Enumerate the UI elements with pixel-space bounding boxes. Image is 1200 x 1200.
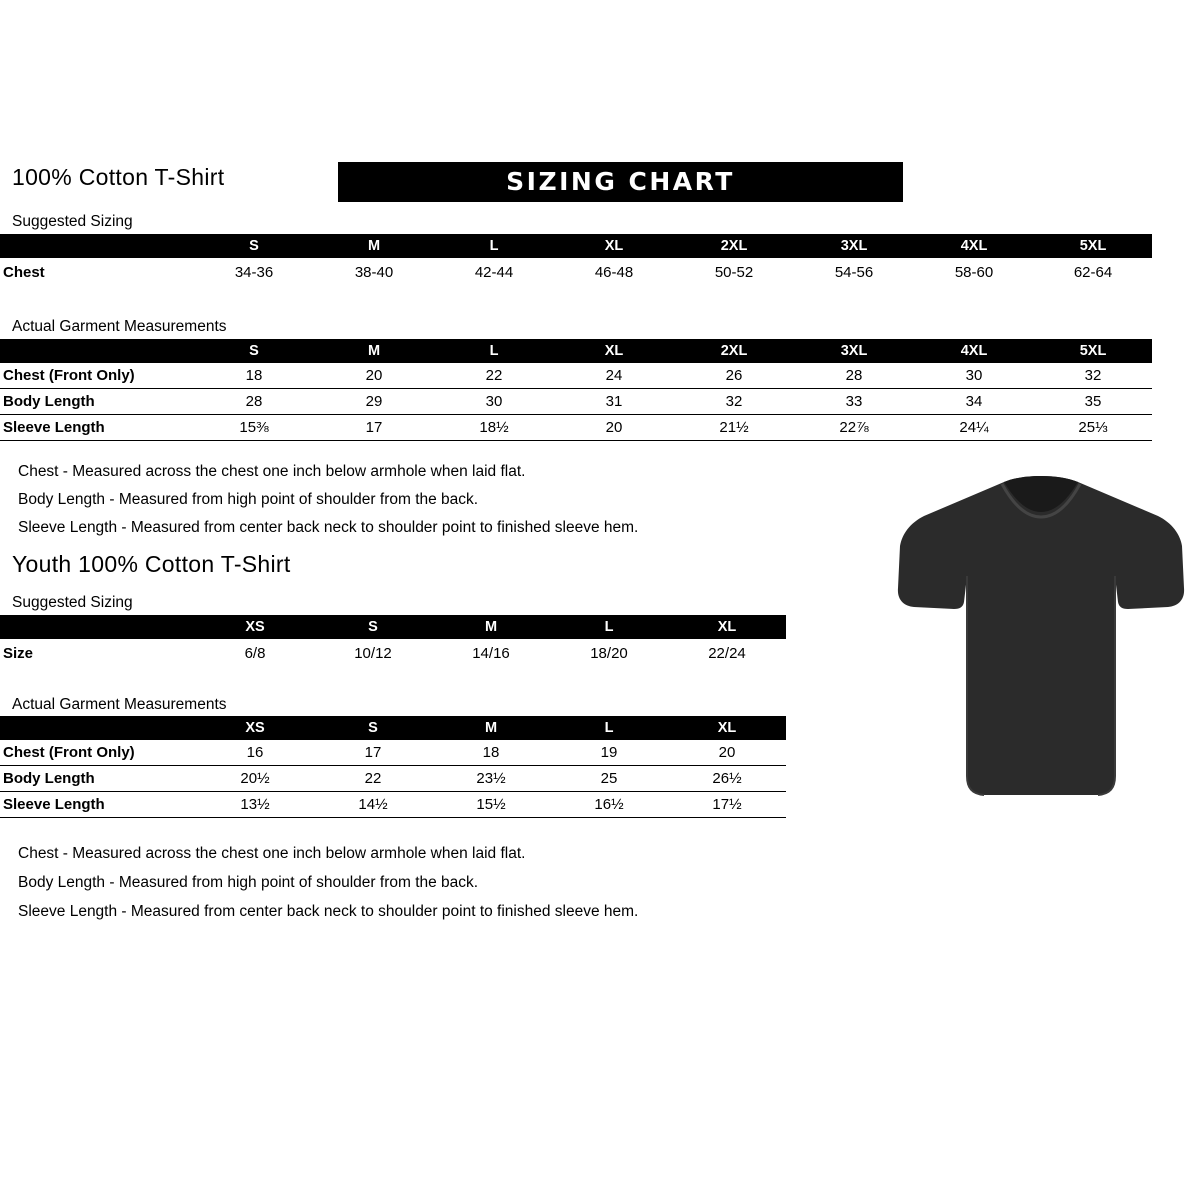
col-header-l: L [604, 720, 614, 736]
cell-chest-5xl: 62-64 [1073, 263, 1113, 281]
sizing-chart-banner [338, 162, 903, 202]
cell-chest-l: 42-44 [474, 263, 514, 281]
cell-bodylength-s: 22 [314, 766, 432, 792]
col-header-5xl: 5XL [1079, 238, 1107, 254]
col-header-l: L [489, 238, 499, 254]
youth-suggested-table [0, 615, 786, 667]
col-header-m: M [367, 343, 381, 359]
row-label-sleeve-length: Sleeve Length [0, 792, 196, 818]
cell-sleevelength-s: 15⅜ [194, 415, 314, 441]
table-header-row [0, 339, 1152, 363]
table-row [0, 389, 1152, 415]
cell-chestfront-xl: 20 [668, 740, 786, 766]
table-row [0, 258, 1152, 286]
cell-sleevelength-4xl: 24¼ [914, 415, 1034, 441]
cell-chest-xl: 46-48 [594, 263, 634, 281]
cell-chestfront-3xl: 28 [794, 363, 914, 389]
cell-sleevelength-m: 17 [314, 415, 434, 441]
cell-chestfront-5xl: 32 [1034, 363, 1152, 389]
cell-chestfront-l: 19 [550, 740, 668, 766]
cell-chest-3xl: 54-56 [834, 263, 874, 281]
cell-sleevelength-5xl: 25⅓ [1034, 415, 1152, 441]
cell-sleevelength-m: 15½ [432, 792, 550, 818]
adult-suggested-table [0, 234, 1152, 286]
cell-bodylength-3xl: 33 [794, 389, 914, 415]
cell-size-xs: 6/8 [244, 644, 266, 662]
table-row [0, 415, 1152, 441]
youth-note-chest: Chest - Measured across the chest one inch below armhole when laid flat. [18, 845, 526, 862]
cell-bodylength-xl: 31 [554, 389, 674, 415]
table-row [0, 363, 1152, 389]
row-label-chest-front-only: Chest (Front Only) [0, 740, 196, 766]
col-header-rowlabel [0, 716, 196, 740]
cell-chestfront-m: 20 [314, 363, 434, 389]
adult-actual-caption: Actual Garment Measurements [12, 318, 227, 335]
col-header-3xl: 3XL [840, 238, 868, 254]
cell-size-s: 10/12 [354, 644, 392, 662]
col-header-3xl: 3XL [840, 343, 868, 359]
table-row [0, 740, 786, 766]
cell-size-m: 14/16 [472, 644, 510, 662]
col-header-m: M [484, 720, 498, 736]
col-header-rowlabel [0, 339, 194, 363]
adult-section-title: 100% Cotton T-Shirt [12, 164, 225, 190]
table-header-row [0, 615, 786, 639]
col-header-m: M [367, 238, 381, 254]
cell-chestfront-xl: 24 [554, 363, 674, 389]
cell-chestfront-l: 22 [434, 363, 554, 389]
cell-chestfront-xs: 16 [196, 740, 314, 766]
tshirt-illustration [896, 476, 1186, 806]
col-header-2xl: 2XL [720, 238, 748, 254]
cell-sleevelength-l: 16½ [550, 792, 668, 818]
cell-bodylength-2xl: 32 [674, 389, 794, 415]
cell-chest-m: 38-40 [354, 263, 394, 281]
cell-bodylength-m: 29 [314, 389, 434, 415]
col-header-m: M [484, 619, 498, 635]
youth-suggested-caption: Suggested Sizing [12, 594, 133, 611]
cell-chestfront-s: 18 [194, 363, 314, 389]
row-label-sleeve-length: Sleeve Length [0, 415, 194, 441]
cell-sleevelength-3xl: 22⅞ [794, 415, 914, 441]
col-header-xl: XL [604, 238, 624, 254]
col-header-rowlabel [0, 615, 196, 639]
col-header-xl: XL [604, 343, 624, 359]
col-header-s: S [249, 238, 259, 254]
row-label-size: Size [3, 644, 34, 662]
cell-bodylength-s: 28 [194, 389, 314, 415]
youth-actual-table [0, 716, 786, 818]
cell-chest-2xl: 50-52 [714, 263, 754, 281]
col-header-s: S [368, 619, 378, 635]
youth-actual-caption: Actual Garment Measurements [12, 696, 227, 713]
cell-sleevelength-l: 18½ [434, 415, 554, 441]
row-label-body-length: Body Length [0, 766, 196, 792]
cell-chestfront-s: 17 [314, 740, 432, 766]
table-row [0, 639, 786, 667]
cell-bodylength-5xl: 35 [1034, 389, 1152, 415]
col-header-xl: XL [717, 720, 737, 736]
adult-suggested-caption: Suggested Sizing [12, 213, 133, 230]
table-row [0, 766, 786, 792]
col-header-xs: XS [245, 619, 265, 635]
adult-actual-table [0, 339, 1152, 441]
cell-chest-s: 34-36 [234, 263, 274, 281]
cell-sleevelength-xs: 13½ [196, 792, 314, 818]
col-header-s: S [368, 720, 378, 736]
youth-note-body-length: Body Length - Measured from high point of shoulder from the back. [18, 874, 479, 891]
cell-sleevelength-s: 14½ [314, 792, 432, 818]
youth-note-sleeve-length: Sleeve Length - Measured from center back neck to shoulder point to finished sleeve hem. [18, 903, 639, 920]
cell-chest-4xl: 58-60 [954, 263, 994, 281]
col-header-xl: XL [717, 619, 737, 635]
col-header-rowlabel [0, 234, 194, 258]
cell-bodylength-l: 25 [550, 766, 668, 792]
cell-chestfront-4xl: 30 [914, 363, 1034, 389]
tshirt-icon [896, 476, 1186, 806]
cell-sleevelength-xl: 20 [554, 415, 674, 441]
col-header-l: L [604, 619, 614, 635]
cell-chestfront-2xl: 26 [674, 363, 794, 389]
cell-bodylength-xl: 26½ [668, 766, 786, 792]
col-header-s: S [249, 343, 259, 359]
youth-section-title: Youth 100% Cotton T-Shirt [12, 551, 291, 577]
cell-bodylength-m: 23½ [432, 766, 550, 792]
cell-bodylength-l: 30 [434, 389, 554, 415]
row-label-body-length: Body Length [0, 389, 194, 415]
col-header-l: L [489, 343, 499, 359]
cell-sleevelength-xl: 17½ [668, 792, 786, 818]
col-header-xs: XS [245, 720, 265, 736]
row-label-chest: Chest [3, 263, 45, 281]
adult-note-body-length: Body Length - Measured from high point of shoulder from the back. [18, 491, 479, 508]
table-row [0, 792, 786, 818]
col-header-4xl: 4XL [960, 343, 988, 359]
col-header-2xl: 2XL [720, 343, 748, 359]
col-header-4xl: 4XL [960, 238, 988, 254]
col-header-5xl: 5XL [1079, 343, 1107, 359]
row-label-chest-front-only: Chest (Front Only) [0, 363, 194, 389]
adult-note-chest: Chest - Measured across the chest one inch below armhole when laid flat. [18, 463, 526, 480]
adult-note-sleeve-length: Sleeve Length - Measured from center back neck to shoulder point to finished sleeve hem. [18, 519, 639, 536]
sizing-chart-banner-label: SIZING CHART [506, 167, 735, 196]
cell-bodylength-xs: 20½ [196, 766, 314, 792]
cell-sleevelength-2xl: 21½ [674, 415, 794, 441]
cell-chestfront-m: 18 [432, 740, 550, 766]
table-header-row [0, 234, 1152, 258]
cell-size-l: 18/20 [590, 644, 628, 662]
table-header-row [0, 716, 786, 740]
cell-bodylength-4xl: 34 [914, 389, 1034, 415]
cell-size-xl: 22/24 [708, 644, 746, 662]
